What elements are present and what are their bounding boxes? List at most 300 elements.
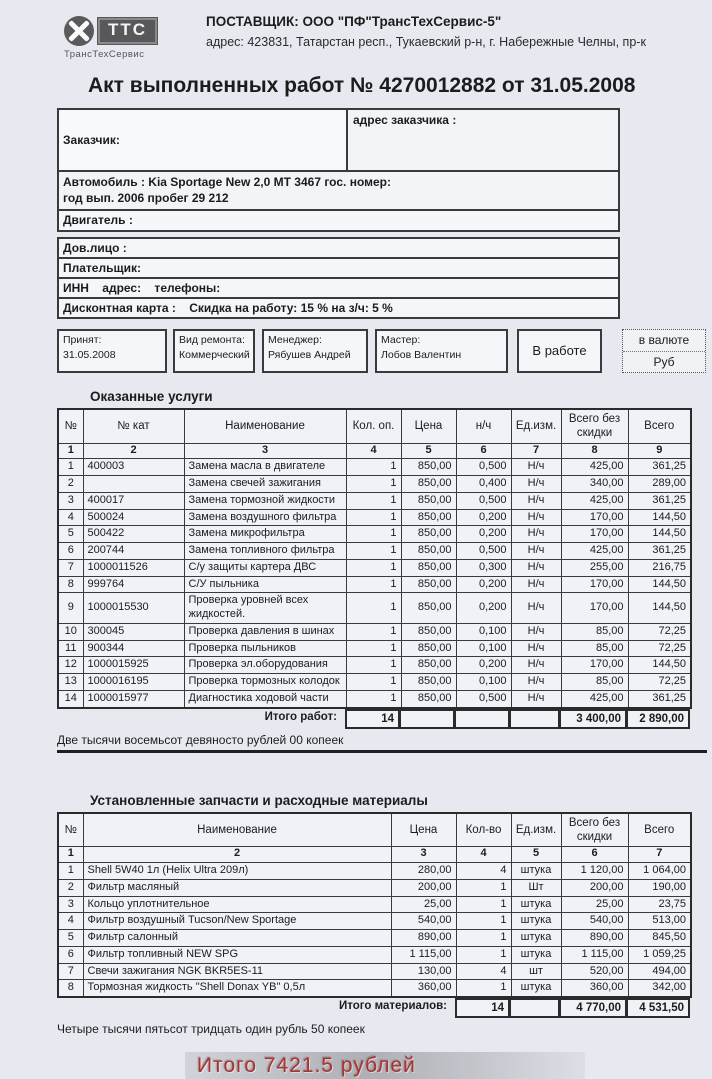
table-cell: 216,75 bbox=[628, 559, 691, 576]
table-cell: 1000016195 bbox=[83, 674, 184, 691]
table-cell: Проверка тормозных колодок bbox=[184, 674, 346, 691]
materials-total-row bbox=[57, 998, 690, 1018]
table-row bbox=[58, 690, 691, 707]
table-cell: 72,25 bbox=[628, 623, 691, 640]
table-cell: шт bbox=[511, 963, 561, 980]
table-cell: 0,500 bbox=[456, 459, 511, 476]
table-cell: 144,50 bbox=[628, 657, 691, 674]
table-cell: 1000011526 bbox=[83, 559, 184, 576]
dov-litso-row: Дов.лицо : bbox=[57, 237, 620, 257]
services-total-qty: 14 bbox=[345, 709, 400, 729]
table-cell: 3 bbox=[58, 896, 83, 913]
customer-label: Заказчик: bbox=[59, 110, 348, 170]
table-cell: 6 bbox=[58, 543, 83, 560]
table-cell: штука bbox=[511, 863, 561, 880]
services-table-body bbox=[58, 459, 691, 708]
materials-table-body bbox=[58, 863, 691, 998]
engine-box: Двигатель : bbox=[57, 209, 620, 232]
materials-amount-in-words: Четыре тысячи пятьсот тридцать один рубль 50 копеек bbox=[57, 1022, 365, 1036]
table-cell: 0,200 bbox=[456, 526, 511, 543]
table-cell: 850,00 bbox=[401, 459, 456, 476]
customer-info-section bbox=[57, 108, 620, 319]
empty-cell bbox=[510, 709, 560, 729]
empty-cell bbox=[510, 998, 560, 1018]
table-row bbox=[58, 640, 691, 657]
table-cell: 25,00 bbox=[561, 896, 628, 913]
table-cell: 1 064,00 bbox=[628, 863, 691, 880]
column-number: 5 bbox=[511, 847, 561, 863]
table-cell: 1 bbox=[346, 559, 401, 576]
column-header: № bbox=[58, 409, 83, 443]
table-cell: 1 bbox=[456, 930, 511, 947]
table-cell: 0,200 bbox=[456, 576, 511, 593]
manager-label: Менеджер: bbox=[268, 334, 322, 347]
table-cell: 850,00 bbox=[401, 690, 456, 707]
table-row bbox=[58, 576, 691, 593]
table-cell: Н/ч bbox=[511, 576, 561, 593]
table-cell: С/У пыльника bbox=[184, 576, 346, 593]
table-cell: 850,00 bbox=[401, 476, 456, 493]
table-cell: 360,00 bbox=[391, 980, 456, 997]
accepted-date: 31.05.2008 bbox=[63, 348, 116, 361]
tts-wheel-icon bbox=[64, 16, 94, 46]
table-cell: 255,00 bbox=[561, 559, 628, 576]
table-cell: 1 059,25 bbox=[628, 946, 691, 963]
services-section-title: Оказанные услуги bbox=[90, 388, 213, 404]
grand-total-text: Итого 7421.5 рублей bbox=[197, 1053, 416, 1077]
table-cell: 850,00 bbox=[401, 543, 456, 560]
table-cell: 1 bbox=[346, 476, 401, 493]
column-header: н/ч bbox=[456, 409, 511, 443]
manager-name: Рябушев Андрей bbox=[268, 348, 351, 361]
supplier-name: ПОСТАВЩИК: ООО "ПФ"ТрансТехСервис-5" bbox=[206, 14, 502, 29]
table-cell: 1 bbox=[456, 879, 511, 896]
table-cell: 0,500 bbox=[456, 492, 511, 509]
table-row bbox=[58, 863, 691, 880]
master-box bbox=[375, 329, 508, 372]
table-cell: 4 bbox=[58, 913, 83, 930]
column-header: Всего bbox=[628, 813, 691, 847]
table-cell: 190,00 bbox=[628, 879, 691, 896]
table-cell: 170,00 bbox=[561, 509, 628, 526]
table-cell: 4 bbox=[456, 963, 511, 980]
table-row bbox=[58, 963, 691, 980]
table-cell: 0,300 bbox=[456, 559, 511, 576]
table-cell: 850,00 bbox=[401, 623, 456, 640]
table-cell: Н/ч bbox=[511, 559, 561, 576]
table-cell: 360,00 bbox=[561, 980, 628, 997]
table-cell: 850,00 bbox=[401, 640, 456, 657]
table-cell: 289,00 bbox=[628, 476, 691, 493]
table-row bbox=[58, 879, 691, 896]
table-cell: 540,00 bbox=[561, 913, 628, 930]
table-cell: 850,00 bbox=[401, 657, 456, 674]
table-cell: Н/ч bbox=[511, 509, 561, 526]
table-cell: Н/ч bbox=[511, 459, 561, 476]
table-cell: Проверка уровней всех жидкостей. bbox=[184, 593, 346, 624]
table-cell: Замена свечей зажигания bbox=[184, 476, 346, 493]
table-cell: Фильтр масляный bbox=[83, 879, 391, 896]
repair-type-value: Коммерческий bbox=[179, 348, 250, 361]
column-number: 8 bbox=[561, 443, 628, 459]
currency-value: Руб bbox=[653, 354, 675, 369]
table-cell: 170,00 bbox=[561, 526, 628, 543]
table-cell: 850,00 bbox=[401, 509, 456, 526]
materials-total-label: Итого материалов: bbox=[339, 1000, 447, 1012]
services-total-before: 3 400,00 bbox=[560, 709, 627, 729]
table-cell: 1 bbox=[346, 593, 401, 624]
table-cell: 2 bbox=[58, 476, 83, 493]
accepted-box bbox=[57, 329, 167, 372]
table-cell: 900344 bbox=[83, 640, 184, 657]
table-cell: 85,00 bbox=[561, 674, 628, 691]
table-cell: Замена топливного фильтра bbox=[184, 543, 346, 560]
empty-cell bbox=[455, 709, 510, 729]
table-cell: 1 bbox=[456, 896, 511, 913]
table-cell: 300045 bbox=[83, 623, 184, 640]
table-cell: 170,00 bbox=[561, 657, 628, 674]
supplier-block bbox=[206, 12, 646, 49]
table-row bbox=[58, 930, 691, 947]
table-row bbox=[58, 913, 691, 930]
column-header: Всего без скидки bbox=[561, 409, 628, 443]
column-header: Всего bbox=[628, 409, 691, 443]
table-row bbox=[58, 623, 691, 640]
table-cell: 1 bbox=[346, 509, 401, 526]
column-number: 7 bbox=[628, 847, 691, 863]
logo-text: ТТС bbox=[98, 18, 157, 45]
column-header: Наименование bbox=[184, 409, 346, 443]
table-row bbox=[58, 559, 691, 576]
section-divider bbox=[57, 750, 707, 753]
table-cell: 520,00 bbox=[561, 963, 628, 980]
table-cell: Свечи зажигания NGK BKR5ES-11 bbox=[83, 963, 391, 980]
table-row bbox=[58, 946, 691, 963]
table-cell: 144,50 bbox=[628, 576, 691, 593]
column-number: 4 bbox=[346, 443, 401, 459]
customer-address-label: адрес заказчика : bbox=[353, 113, 457, 127]
table-cell: 1 bbox=[456, 946, 511, 963]
table-cell: Диагностика ходовой части bbox=[184, 690, 346, 707]
table-cell: Н/ч bbox=[511, 492, 561, 509]
repair-type-box bbox=[173, 329, 255, 372]
table-cell: 425,00 bbox=[561, 459, 628, 476]
table-cell: Н/ч bbox=[511, 543, 561, 560]
table-cell: 850,00 bbox=[401, 559, 456, 576]
materials-total-before: 4 770,00 bbox=[560, 998, 627, 1018]
table-row bbox=[58, 459, 691, 476]
table-cell: штука bbox=[511, 946, 561, 963]
table-cell: 500422 bbox=[83, 526, 184, 543]
document-title: Акт выполненных работ № 4270012882 от 31.05.2008 bbox=[88, 74, 636, 97]
table-cell: 72,25 bbox=[628, 674, 691, 691]
column-header: № кат bbox=[83, 409, 184, 443]
table-cell: 1 bbox=[346, 459, 401, 476]
table-cell: Фильтр салонный bbox=[83, 930, 391, 947]
table-cell: 9 bbox=[58, 593, 83, 624]
table-cell: Проверка пыльников bbox=[184, 640, 346, 657]
table-cell: 85,00 bbox=[561, 623, 628, 640]
table-cell: 342,00 bbox=[628, 980, 691, 997]
services-amount-in-words: Две тысячи восемьсот девяносто рублей 00 копеек bbox=[57, 732, 344, 747]
table-cell: 850,00 bbox=[401, 674, 456, 691]
column-header: Наименование bbox=[83, 813, 391, 847]
table-cell: 25,00 bbox=[391, 896, 456, 913]
column-number: 5 bbox=[401, 443, 456, 459]
table-cell: 7 bbox=[58, 559, 83, 576]
table-cell: 361,25 bbox=[628, 459, 691, 476]
table-cell: Замена тормозной жидкости bbox=[184, 492, 346, 509]
materials-total-qty: 14 bbox=[455, 998, 510, 1018]
table-row bbox=[58, 674, 691, 691]
table-cell: 5 bbox=[58, 930, 83, 947]
column-number: 3 bbox=[184, 443, 346, 459]
accepted-label: Принят: bbox=[63, 334, 102, 347]
column-number: 6 bbox=[561, 847, 628, 863]
table-cell: 890,00 bbox=[391, 930, 456, 947]
table-cell: 845,50 bbox=[628, 930, 691, 947]
payer-row: Плательщик: bbox=[57, 257, 620, 277]
table-cell: 400003 bbox=[83, 459, 184, 476]
column-number: 2 bbox=[83, 443, 184, 459]
table-cell: 10 bbox=[58, 623, 83, 640]
table-cell: Шт bbox=[511, 879, 561, 896]
table-cell: 12 bbox=[58, 657, 83, 674]
table-cell: 0,100 bbox=[456, 674, 511, 691]
table-cell: 425,00 bbox=[561, 492, 628, 509]
table-cell: 4 bbox=[58, 509, 83, 526]
table-row bbox=[58, 476, 691, 493]
materials-table-head bbox=[58, 813, 691, 863]
table-cell: 1 bbox=[346, 657, 401, 674]
table-cell: 850,00 bbox=[401, 593, 456, 624]
table-cell: 8 bbox=[58, 576, 83, 593]
table-cell: 130,00 bbox=[391, 963, 456, 980]
table-cell: 0,200 bbox=[456, 593, 511, 624]
table-cell: 280,00 bbox=[391, 863, 456, 880]
discount-row: Дисконтная карта : Скидка на работу: 15 % на з/ч: 5 % bbox=[57, 297, 620, 319]
table-cell: Кольцо уплотнительное bbox=[83, 896, 391, 913]
table-row bbox=[58, 543, 691, 560]
table-cell: 1 bbox=[456, 980, 511, 997]
table-cell: Н/ч bbox=[511, 476, 561, 493]
table-cell: 8 bbox=[58, 980, 83, 997]
table-cell: Тормозная жидкость "Shell Donax YB" 0,5л bbox=[83, 980, 391, 997]
table-cell: 1 bbox=[58, 459, 83, 476]
table-cell: 144,50 bbox=[628, 509, 691, 526]
empty-cell bbox=[400, 709, 455, 729]
master-label: Мастер: bbox=[381, 334, 421, 347]
column-header: Кол-во bbox=[456, 813, 511, 847]
table-cell: 200744 bbox=[83, 543, 184, 560]
table-cell: 850,00 bbox=[401, 576, 456, 593]
table-row bbox=[58, 492, 691, 509]
table-cell: штука bbox=[511, 896, 561, 913]
table-cell: 500024 bbox=[83, 509, 184, 526]
table-cell: 1 bbox=[346, 543, 401, 560]
column-header: Всего без скидки bbox=[561, 813, 628, 847]
grand-total-banner bbox=[185, 1052, 585, 1079]
column-number: 3 bbox=[391, 847, 456, 863]
table-cell: 0,500 bbox=[456, 543, 511, 560]
table-cell: 425,00 bbox=[561, 690, 628, 707]
table-cell: Shell 5W40 1л (Helix Ultra 209л) bbox=[83, 863, 391, 880]
table-cell: 4 bbox=[456, 863, 511, 880]
table-cell: 7 bbox=[58, 963, 83, 980]
currency-box bbox=[622, 329, 706, 372]
currency-label: в валюте bbox=[623, 330, 705, 351]
column-header: Ед.изм. bbox=[511, 813, 561, 847]
table-cell: Н/ч bbox=[511, 623, 561, 640]
customer-address-box bbox=[57, 108, 620, 170]
table-cell: 1 bbox=[58, 863, 83, 880]
table-cell: 6 bbox=[58, 946, 83, 963]
column-header: Ед.изм. bbox=[511, 409, 561, 443]
services-table-head bbox=[58, 409, 691, 459]
column-number: 6 bbox=[456, 443, 511, 459]
column-number: 1 bbox=[58, 847, 83, 863]
table-cell: 999764 bbox=[83, 576, 184, 593]
column-number-row bbox=[58, 847, 691, 863]
table-cell: 144,50 bbox=[628, 526, 691, 543]
table-cell: 72,25 bbox=[628, 640, 691, 657]
table-cell: 1 bbox=[346, 576, 401, 593]
column-number-row bbox=[58, 443, 691, 459]
materials-table bbox=[57, 812, 692, 999]
table-cell: 200,00 bbox=[561, 879, 628, 896]
materials-total-final: 4 531,50 bbox=[627, 998, 690, 1018]
table-cell: 1 120,00 bbox=[561, 863, 628, 880]
table-cell: штука bbox=[511, 930, 561, 947]
table-cell: 494,00 bbox=[628, 963, 691, 980]
services-total-row bbox=[57, 709, 690, 729]
column-number: 4 bbox=[456, 847, 511, 863]
table-cell: 1 bbox=[456, 913, 511, 930]
table-cell: 0,100 bbox=[456, 623, 511, 640]
table-cell: 14 bbox=[58, 690, 83, 707]
repair-type-label: Вид ремонта: bbox=[179, 334, 245, 347]
table-cell: 425,00 bbox=[561, 543, 628, 560]
table-cell: 1 115,00 bbox=[391, 946, 456, 963]
column-header: Цена bbox=[391, 813, 456, 847]
table-cell: 1 bbox=[346, 640, 401, 657]
table-cell: 1000015530 bbox=[83, 593, 184, 624]
column-number: 7 bbox=[511, 443, 561, 459]
table-cell: Н/ч bbox=[511, 657, 561, 674]
table-cell: 5 bbox=[58, 526, 83, 543]
table-cell: 1000015977 bbox=[83, 690, 184, 707]
table-cell: 1 bbox=[346, 492, 401, 509]
table-cell: 85,00 bbox=[561, 640, 628, 657]
table-cell: 2 bbox=[58, 879, 83, 896]
table-cell: 144,50 bbox=[628, 593, 691, 624]
table-row bbox=[58, 593, 691, 624]
car-line1: Автомобиль : Kia Sportage New 2,0 МТ 3467 гос. номер: bbox=[63, 175, 391, 189]
master-name: Лобов Валентин bbox=[381, 348, 462, 361]
inn-row: ИНН адрес: телефоны: bbox=[57, 277, 620, 297]
table-cell: 0,200 bbox=[456, 657, 511, 674]
materials-section-title: Установленные запчасти и расходные материалы bbox=[90, 792, 428, 808]
table-cell: 0,500 bbox=[456, 690, 511, 707]
table-cell: 200,00 bbox=[391, 879, 456, 896]
table-row bbox=[58, 980, 691, 997]
supplier-address: адрес: 423831, Татарстан респ., Тукаевский р-н, г. Набережные Челны, пр-к bbox=[206, 35, 646, 49]
column-number: 9 bbox=[628, 443, 691, 459]
table-cell: С/у защиты картера ДВС bbox=[184, 559, 346, 576]
table-row bbox=[58, 509, 691, 526]
table-cell: 890,00 bbox=[561, 930, 628, 947]
table-cell: 1 bbox=[346, 674, 401, 691]
order-status-row bbox=[57, 329, 706, 372]
table-cell: 1 bbox=[346, 526, 401, 543]
table-cell: 11 bbox=[58, 640, 83, 657]
manager-box bbox=[262, 329, 368, 372]
in-work-badge: В работе bbox=[517, 329, 602, 372]
table-cell: 361,25 bbox=[628, 492, 691, 509]
services-total-final: 2 890,00 bbox=[627, 709, 690, 729]
table-cell: 3 bbox=[58, 492, 83, 509]
table-cell: 23,75 bbox=[628, 896, 691, 913]
column-header: № bbox=[58, 813, 83, 847]
table-cell: 1000015925 bbox=[83, 657, 184, 674]
table-cell: 1 bbox=[346, 690, 401, 707]
car-line2: год вып. 2006 пробег 29 212 bbox=[63, 191, 229, 206]
table-cell: 0,400 bbox=[456, 476, 511, 493]
table-cell: 400017 bbox=[83, 492, 184, 509]
services-total-label: Итого работ: bbox=[264, 710, 337, 723]
table-cell: Н/ч bbox=[511, 526, 561, 543]
table-cell: Н/ч bbox=[511, 593, 561, 624]
company-logo bbox=[64, 16, 184, 60]
table-cell: Замена микрофильтра bbox=[184, 526, 346, 543]
column-number: 2 bbox=[83, 847, 391, 863]
table-cell: 170,00 bbox=[561, 593, 628, 624]
table-cell: Замена воздушного фильтра bbox=[184, 509, 346, 526]
table-cell: 513,00 bbox=[628, 913, 691, 930]
table-cell bbox=[83, 476, 184, 493]
table-cell: Фильтр воздушный Tucson/New Sportage bbox=[83, 913, 391, 930]
table-cell: штука bbox=[511, 913, 561, 930]
table-row bbox=[58, 526, 691, 543]
table-cell: Н/ч bbox=[511, 674, 561, 691]
table-cell: Н/ч bbox=[511, 690, 561, 707]
table-row bbox=[58, 657, 691, 674]
table-cell: штука bbox=[511, 980, 561, 997]
table-cell: Н/ч bbox=[511, 640, 561, 657]
table-cell: Фильтр топливный NEW SPG bbox=[83, 946, 391, 963]
column-header: Цена bbox=[401, 409, 456, 443]
table-cell: Проверка эл.оборудования bbox=[184, 657, 346, 674]
table-cell: 13 bbox=[58, 674, 83, 691]
services-table bbox=[57, 408, 692, 709]
document-header bbox=[0, 0, 712, 60]
column-header: Кол. оп. bbox=[346, 409, 401, 443]
table-cell: 0,200 bbox=[456, 509, 511, 526]
car-info-box bbox=[57, 170, 620, 209]
table-cell: 850,00 bbox=[401, 526, 456, 543]
table-cell: 1 115,00 bbox=[561, 946, 628, 963]
table-cell: 850,00 bbox=[401, 492, 456, 509]
table-cell: 361,25 bbox=[628, 543, 691, 560]
table-cell: 0,100 bbox=[456, 640, 511, 657]
table-cell: Замена масла в двигателе bbox=[184, 459, 346, 476]
table-row bbox=[58, 896, 691, 913]
table-cell: 540,00 bbox=[391, 913, 456, 930]
table-cell: 340,00 bbox=[561, 476, 628, 493]
column-number: 1 bbox=[58, 443, 83, 459]
table-cell: 361,25 bbox=[628, 690, 691, 707]
payer-info-group bbox=[57, 237, 620, 319]
